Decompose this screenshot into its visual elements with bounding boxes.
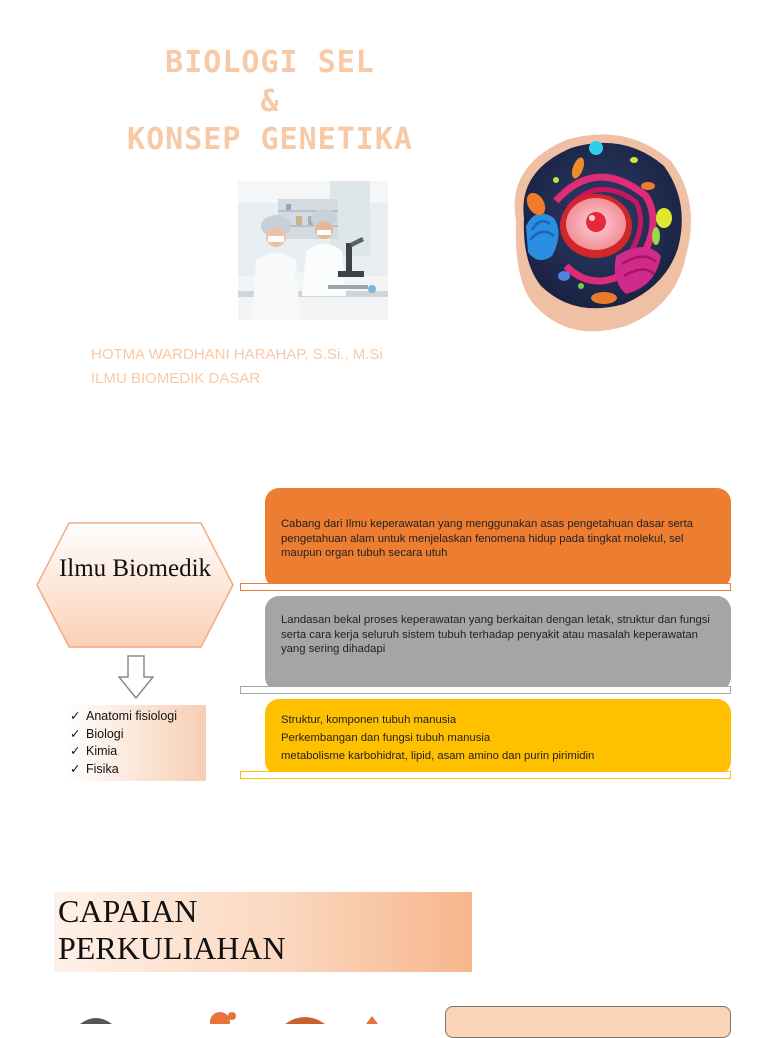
check-icon: ✓ (70, 709, 81, 723)
arrow-down-icon (118, 655, 154, 699)
check-icon: ✓ (70, 726, 81, 741)
check-icon: ✓ (70, 744, 81, 758)
outcome-box (445, 1006, 731, 1038)
author-name: HOTMA WARDHANI HARAHAP, S.Si., M.Si (91, 346, 383, 363)
orange-strip (240, 583, 731, 591)
topics-box: Struktur, komponen tubuh manusia Perkembangan dan fungsi tubuh manusia metabolisme karbohidrat, lipid, asam amino dan purin pirimidin (265, 699, 731, 775)
title-line-2: KONSEP GENETIKA (127, 122, 413, 157)
hexagon-label: Ilmu Biomedik (58, 555, 212, 582)
definition-box: Cabang dari Ilmu keperawatan yang menggunakan asas pengetahuan dasar serta pengetahuan alam untuk menjelaskan fenomena hidup pada tingkat molekul, sel maupun organ tubuh secara utuh (265, 488, 731, 588)
animal-cell-model (496, 126, 696, 338)
check-icon: ✓ (70, 761, 81, 776)
course-name: ILMU BIOMEDIK DASAR (91, 370, 261, 387)
title-ampersand: & (260, 84, 280, 119)
title-line-1: BIOLOGI SEL (165, 45, 375, 80)
hexagon-shape (36, 522, 234, 648)
checklist-item: ✓ Biologi (70, 726, 206, 744)
foundation-box: Landasan bekal proses keperawatan yang berkaitan dengan letak, struktur dan fungsi serta cara kerja seluruh sistem tubuh terhadap penyakit atau masalah keperawatan yang sering dihadapi (265, 596, 731, 691)
gray-strip (240, 686, 731, 694)
lab-researchers-photo (238, 181, 388, 320)
capaian-title: CAPAIAN PERKULIAHAN (58, 893, 286, 966)
checklist-item: ✓ Kimia (70, 743, 206, 761)
checklist-item: ✓ Fisika (70, 761, 206, 779)
illustration-top-edge (60, 1008, 400, 1024)
checklist-item: ✓ Anatomi fisiologi (70, 708, 206, 726)
subject-checklist (66, 705, 206, 781)
yellow-strip (240, 771, 731, 779)
